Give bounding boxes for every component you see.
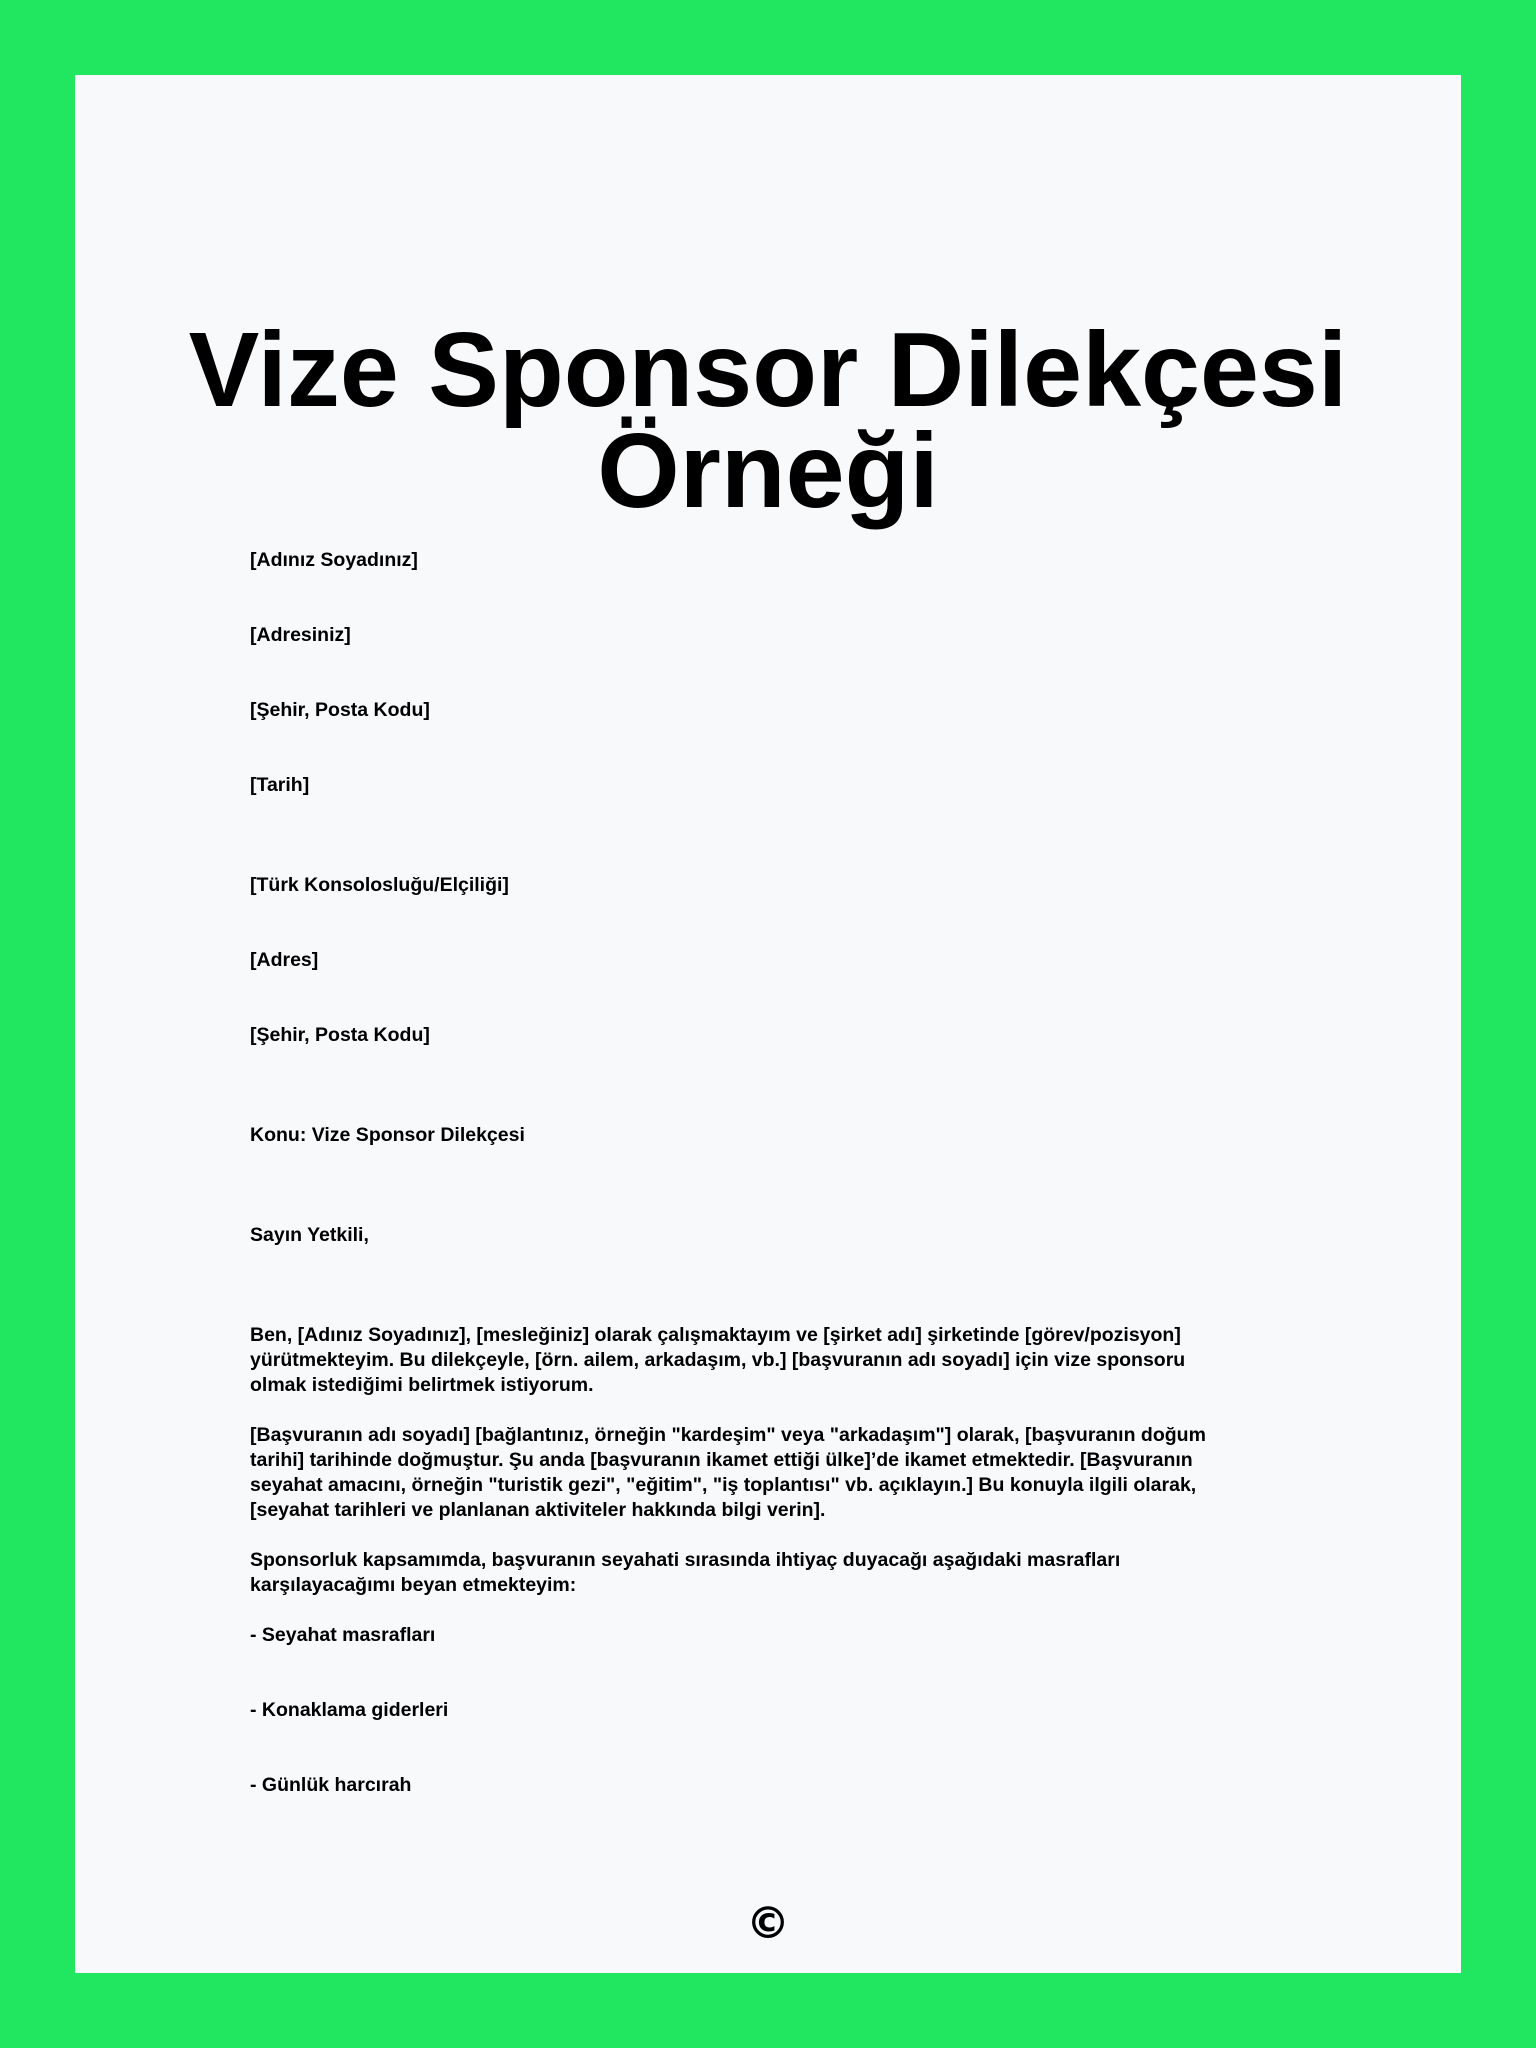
letter-date: [Tarih] <box>250 774 310 796</box>
sender-address: [Adresiniz] <box>250 624 351 646</box>
expense-item-daily-allowance: - Günlük harcırah <box>250 1774 412 1796</box>
expense-item-accommodation: - Konaklama giderleri <box>250 1699 449 1721</box>
paragraph-line: olmak istediğimi belirtmek istiyorum. <box>250 1374 594 1396</box>
document-title <box>75 311 1461 530</box>
title-line-2: Örneği <box>597 412 939 530</box>
paragraph-line: yürütmekteyim. Bu dilekçeyle, [örn. ailem, arkadaşım, vb.] [başvuranın adı soyadı] için vize sponsoru <box>250 1349 1186 1371</box>
letter-subject: Konu: Vize Sponsor Dilekçesi <box>250 1124 525 1146</box>
copyright-icon: © <box>746 1898 790 1949</box>
title-line-1: Vize Sponsor Dilekçesi <box>188 311 1348 429</box>
paragraph-expense-declaration <box>250 1548 1310 1598</box>
recipient-city-postcode: [Şehir, Posta Kodu] <box>250 1024 430 1046</box>
paragraph-line: Ben, [Adınız Soyadınız], [mesleğiniz] olarak çalışmaktayım ve [şirket adı] şirketinde [görev/pozisyon] <box>250 1324 1181 1346</box>
sender-name: [Adınız Soyadınız] <box>250 549 418 571</box>
recipient-address: [Adres] <box>250 949 319 971</box>
paragraph-applicant-info <box>250 1423 1310 1523</box>
paragraph-line: seyahat amacını, örneğin "turistik gezi", "eğitim", "iş toplantısı" vb. açıklayın.] Bu konuyla ilgili olarak, <box>250 1474 1197 1496</box>
sender-city-postcode: [Şehir, Posta Kodu] <box>250 699 430 721</box>
paragraph-line: [seyahat tarihleri ve planlanan aktiviteler hakkında bilgi verin]. <box>250 1499 826 1521</box>
recipient-name: [Türk Konsolosluğu/Elçiliği] <box>250 874 509 896</box>
letter-salutation: Sayın Yetkili, <box>250 1224 369 1246</box>
paragraph-line: [Başvuranın adı soyadı] [bağlantınız, örneğin "kardeşim" veya "arkadaşım"] olarak, [başvuranın doğum <box>250 1424 1206 1446</box>
expense-item-travel: - Seyahat masrafları <box>250 1624 436 1646</box>
paragraph-line: tarihi] tarihinde doğmuştur. Şu anda [başvuranın ikamet ettiği ülke]’de ikamet etmektedir. [Başvuranın <box>250 1449 1193 1471</box>
document-page <box>75 75 1461 1973</box>
paragraph-sponsor-intro <box>250 1323 1310 1398</box>
paragraph-line: karşılayacağımı beyan etmekteyim: <box>250 1574 577 1596</box>
paragraph-line: Sponsorluk kapsamımda, başvuranın seyahati sırasında ihtiyaç duyacağı aşağıdaki masrafları <box>250 1549 1121 1571</box>
